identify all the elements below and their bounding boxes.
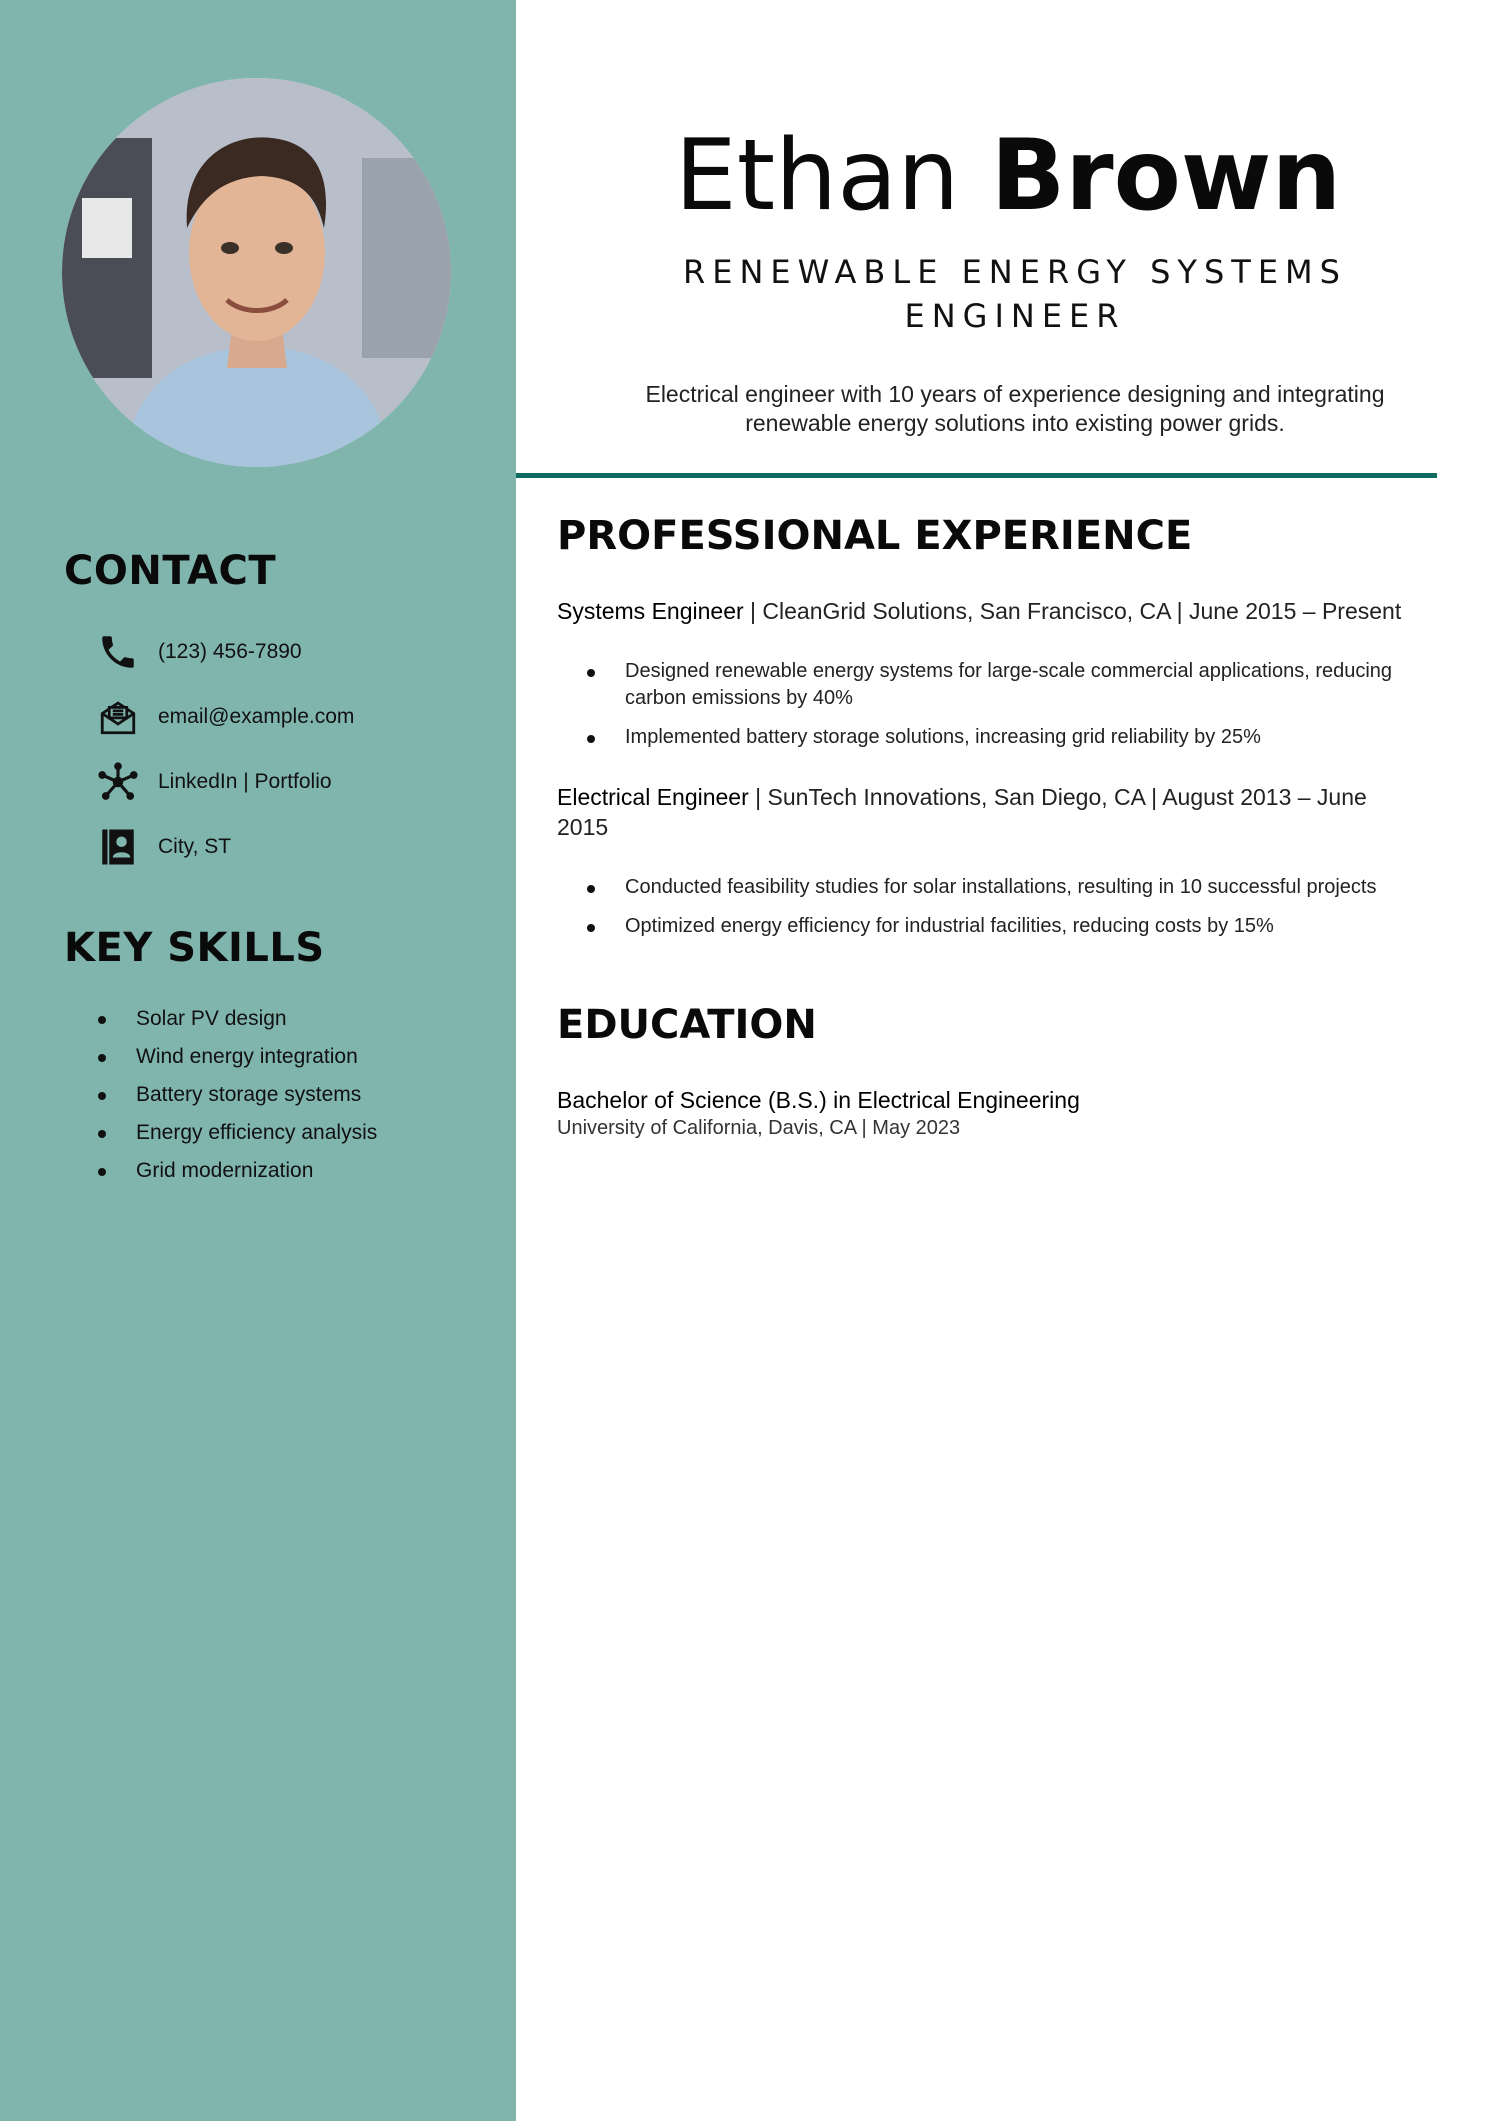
job-title-line-1: RENEWABLE ENERGY SYSTEMS	[683, 253, 1347, 291]
skill-item: Wind energy integration	[96, 1038, 377, 1076]
job-header	[557, 782, 1417, 842]
phone-text: (123) 456-7890	[158, 640, 302, 663]
contact-heading: CONTACT	[64, 548, 277, 594]
education-school: University of California, Davis, CA | May 2023	[557, 1117, 961, 1139]
list-item: Optimized energy efficiency for industrial facilities, reducing costs by 15%	[557, 913, 1417, 940]
skills-heading: KEY SKILLS	[64, 925, 325, 971]
contact-email[interactable]	[96, 694, 354, 740]
skill-item: Solar PV design	[96, 1000, 377, 1038]
email-text: email@example.com	[158, 705, 355, 728]
job-role: Electrical Engineer	[557, 784, 749, 810]
job-details: | SunTech Innovations, San Diego, CA | August 2013 – June 2015	[557, 784, 1367, 840]
address-book-icon	[96, 825, 140, 869]
network-icon	[96, 760, 140, 804]
phone-icon	[96, 630, 140, 674]
job-header	[557, 596, 1417, 626]
skills-list	[96, 1000, 377, 1190]
job-role: Systems Engineer	[557, 598, 744, 624]
skill-item: Battery storage systems	[96, 1076, 377, 1114]
sidebar	[0, 0, 516, 2121]
summary: Electrical engineer with 10 years of experience designing and integrating renewable energy solutions into existing power grids.	[645, 381, 1385, 436]
job-title	[600, 250, 1430, 338]
contact-phone[interactable]	[96, 629, 302, 675]
contact-links[interactable]	[96, 759, 332, 805]
job-bullets	[557, 874, 1417, 952]
candidate-name	[516, 118, 1500, 234]
education-degree: Bachelor of Science (B.S.) in Electrical Engineering	[557, 1087, 1080, 1113]
list-item: Designed renewable energy systems for large-scale commercial applications, reducing carbon emissions by 40%	[557, 658, 1417, 712]
envelope-icon	[96, 695, 140, 739]
last-name: Brown	[990, 119, 1342, 233]
job-bullets	[557, 658, 1417, 763]
first-name: Ethan	[674, 119, 960, 233]
header-divider	[516, 473, 1437, 478]
contact-location[interactable]	[96, 824, 231, 870]
skill-item: Energy efficiency analysis	[96, 1114, 377, 1152]
list-item: Conducted feasibility studies for solar installations, resulting in 10 successful projects	[557, 874, 1417, 901]
experience-heading: PROFESSIONAL EXPERIENCE	[557, 513, 1193, 559]
job-details: | CleanGrid Solutions, San Francisco, CA | June 2015 – Present	[743, 598, 1402, 624]
education-heading: EDUCATION	[557, 1002, 817, 1048]
links-text: LinkedIn | Portfolio	[158, 770, 332, 793]
list-item: Implemented battery storage solutions, increasing grid reliability by 25%	[557, 724, 1417, 751]
profile-photo	[62, 78, 451, 467]
skill-item: Grid modernization	[96, 1152, 377, 1190]
job-title-line-2: ENGINEER	[904, 297, 1126, 335]
location-text: City, ST	[158, 835, 232, 858]
